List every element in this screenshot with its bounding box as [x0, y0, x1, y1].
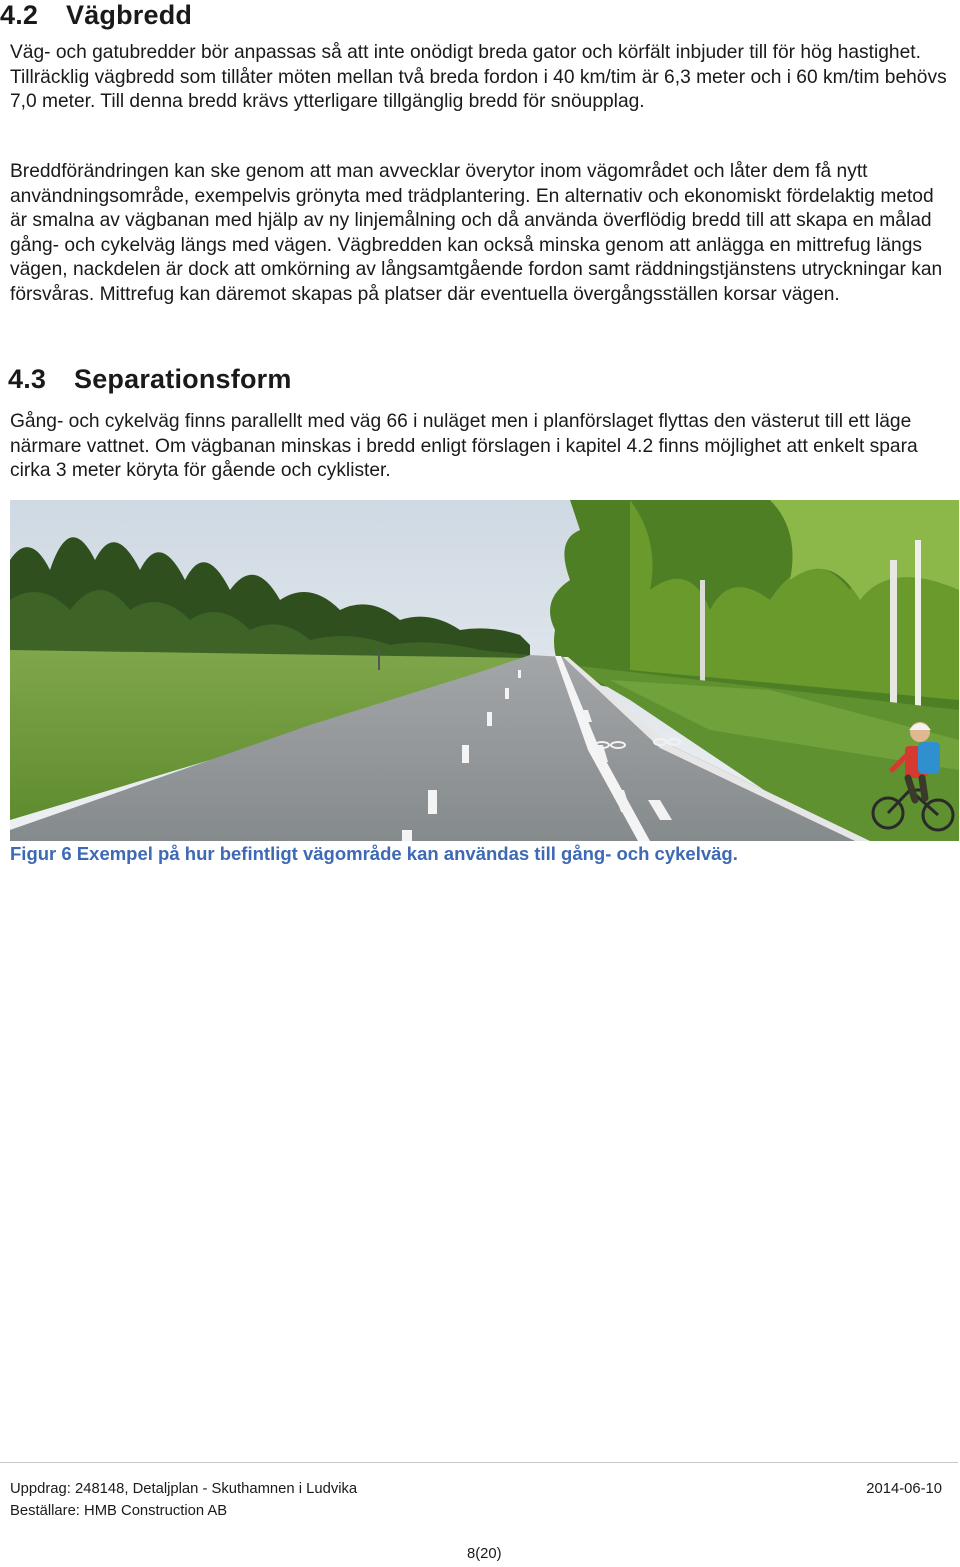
- section-title: Separationsform: [74, 364, 292, 394]
- section-title: Vägbredd: [66, 0, 193, 30]
- paragraph-width-change: Breddförändringen kan ske genom att man avvecklar överytor inom vägområdet och låter dem få nytt användningsområde, exempelvis grönyta med trädplantering. En alternativ och ekonomiskt fördelaktig metod är smalna av vägbanan med hjälp av ny linjemålning och då använda överflödig bredd till att skapa en målad gång- och cykelväg längs med vägen. Vägbredden kan också minska genom att anlägga en mittrefug längs vägen, nackdelen är dock att omkörning av långsamtgående fordon samt räddningstjänstens utryckningar kan försvåras. Mittrefug kan däremot skapas på platser där eventuella övergångsställen korsar vägen.: [10, 161, 943, 305]
- section-number: 4.3: [8, 364, 47, 394]
- paragraph-separation: Gång- och cykelväg finns parallellt med väg 66 i nuläget men i planförslaget flyttas den västerut till ett läge närmare vattnet. Om vägbanan minskas i bredd enligt förslagen i kapitel 4.2 finns möjlighet att enkelt spara cirka 3 meter köryta för gående och cyklister.: [10, 411, 918, 482]
- section-heading-4-3: [8, 364, 292, 395]
- paragraph-road-width: Väg- och gatubredder bör anpassas så att inte onödigt breda gator och körfält inbjuder till för hög hastighet. Tillräcklig vägbredd som tillåter möten mellan två breda fordon i 40 km/tim är 6,3 meter och i 60 km/tim behövs 7,0 meter. Till denna bredd krävs ytterligare tillgänglig bredd för snöupplag.: [10, 42, 947, 113]
- page-number: 8(20): [467, 1546, 502, 1562]
- footer-divider: [0, 1462, 958, 1463]
- road-photo: [10, 500, 959, 841]
- road-scene-illustration: [10, 500, 959, 841]
- section-number: 4.2: [0, 0, 39, 30]
- figure-caption: Figur 6 Exempel på hur befintligt vägområde kan användas till gång- och cykelväg.: [10, 843, 738, 864]
- section-heading-4-2: [0, 0, 192, 31]
- footer-assignment: Uppdrag: 248148, Detaljplan - Skuthamnen i Ludvika: [10, 1481, 358, 1497]
- footer-client: Beställare: HMB Construction AB: [10, 1503, 228, 1519]
- footer-date: 2014-06-10: [866, 1481, 942, 1497]
